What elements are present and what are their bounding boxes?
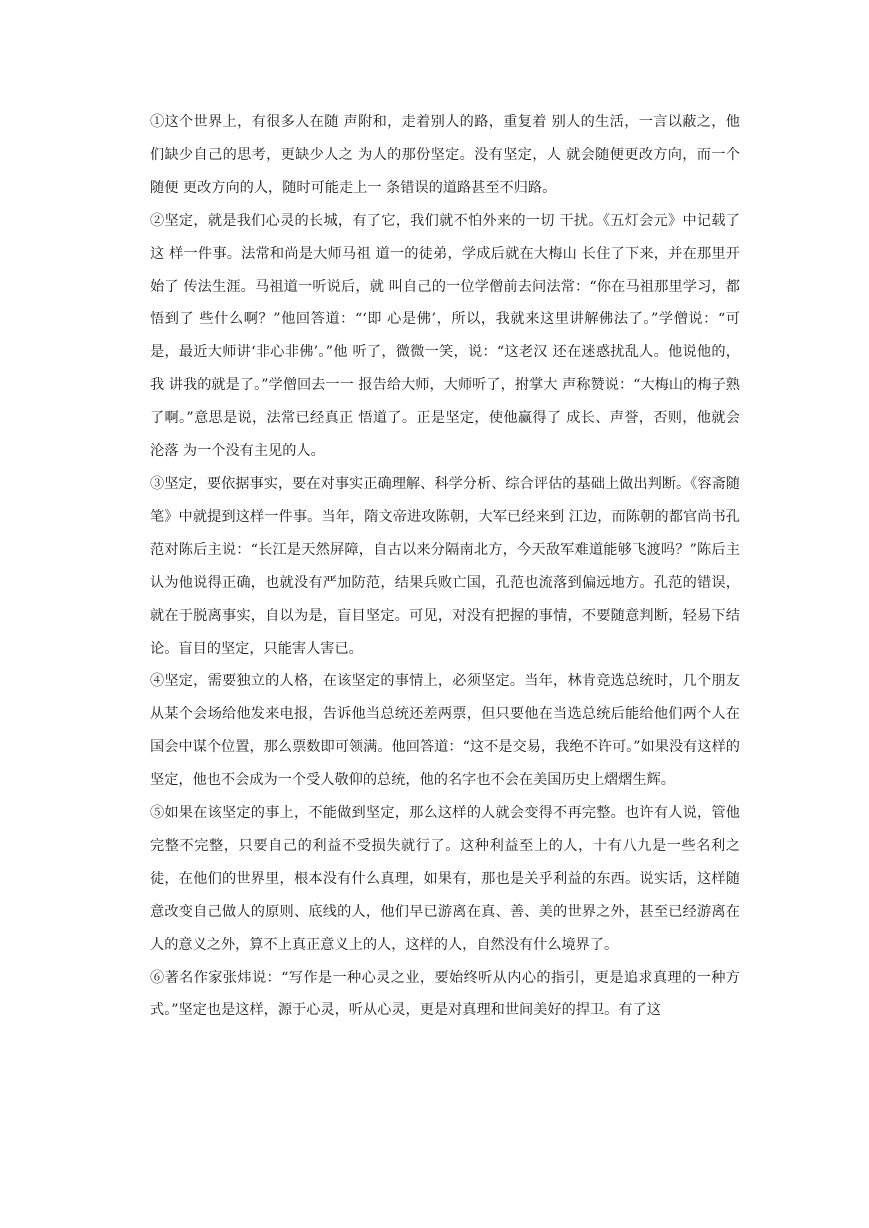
paragraph-2: ②坚定，就是我们心灵的长城，有了它，我们就不怕外来的一切 干扰。《五灯会元》中记载了这 样一件事。法常和尚是大师马祖 道一的徒弟，学成后就在大梅山 长住了下来，并在那里开始了 传法生涯。马祖道一听说后，就 叫自己的一位学僧前去问法常：“你在马祖那里学习，都悟到了 些什么啊？”他回答道：“‘即 心是佛’，所以，我就来这里讲解佛法了。”学僧说：“可是，最近大师讲‘非心非佛’。”他 听了，微微一笑，说：“这老汉 还在迷惑扰乱人。他说他的，我 讲我的就是了。”学僧回去一一 报告给大师，大师听了，拊掌大 声称赞说：“大梅山的梅子熟了啊。”意思是说，法常已经真正 悟道了。正是坚定，使他赢得了 成长、声誉，否则，他就会沦落 为一个没有主见的人。 (150, 212, 740, 460)
article-body (150, 106, 745, 1027)
paragraph-6: ⑥著名作家张炜说：“写作是一种心灵之业，要始终听从内心的指引，更是追求真理的一种方式。”坚定也是这样，源于心灵，听从心灵，更是对真理和世间美好的捍卫。有了这 (150, 969, 740, 1019)
paragraph-1: ①这个世界上，有很多人在随 声附和，走着别人的路，重复着 别人的生活，一言以蔽之，他 们缺少自己的思考，更缺少人之 为人的那份坚定。没有坚定，人 就会随便更改方向，而一个随便 更改方向的人，随时可能走上一 条错误的道路甚至不归路。 (150, 114, 745, 196)
paragraph-4: ④坚定，需要独立的人格，在该坚定的事情上，必须坚定。当年，林肯竞选总统时，几个朋友从某个会场给他发来电报，告诉他当总统还差两票，但只要他在当选总统后能给他们两个人在国会中谋个位置，那么票数即可领满。他回答道：“这不是交易，我绝不许可。”如果没有这样的坚定，他也不会成为一个受人敬仰的总统，他的名字也不会在美国历史上熠熠生辉。 (150, 673, 740, 789)
paragraph-5: ⑤如果在该坚定的事上，不能做到坚定，那么这样的人就会变得不再完整。也许有人说，管他完整不完整，只要自己的利益不受损失就行了。这种利益至上的人，十有八九是一些名利之徒，在他们的世界里，根本没有什么真理，如果有，那也是关乎利益的东西。说实话，这样随意改变自己做人的原则、底线的人，他们早已游离在真、善、美的世界之外，甚至已经游离在人的意义之外，算不上真正意义上的人，这样的人，自然没有什么境界了。 (150, 805, 740, 953)
paragraph-3: ③坚定，要依据事实，要在对事实正确理解、科学分析、综合评估的基础上做出判断。《容斋随笔》中就提到这样一件事。当年，隋文帝进攻陈朝，大军已经来到 江边，而陈朝的都官尚书孔范对陈后主说：“长江是天然屏障，自古以来分隔南北方，今天敌军难道能够飞渡吗？”陈后主认为他说得正确，也就没有严加防范，结果兵败亡国，孔范也流落到偏远地方。孔范的错误，就在于脱离事实，自以为是，盲目坚定。可见，对没有把握的事情，不要随意判断，轻易下结论。盲目的坚定，只能害人害已。 (150, 475, 740, 657)
